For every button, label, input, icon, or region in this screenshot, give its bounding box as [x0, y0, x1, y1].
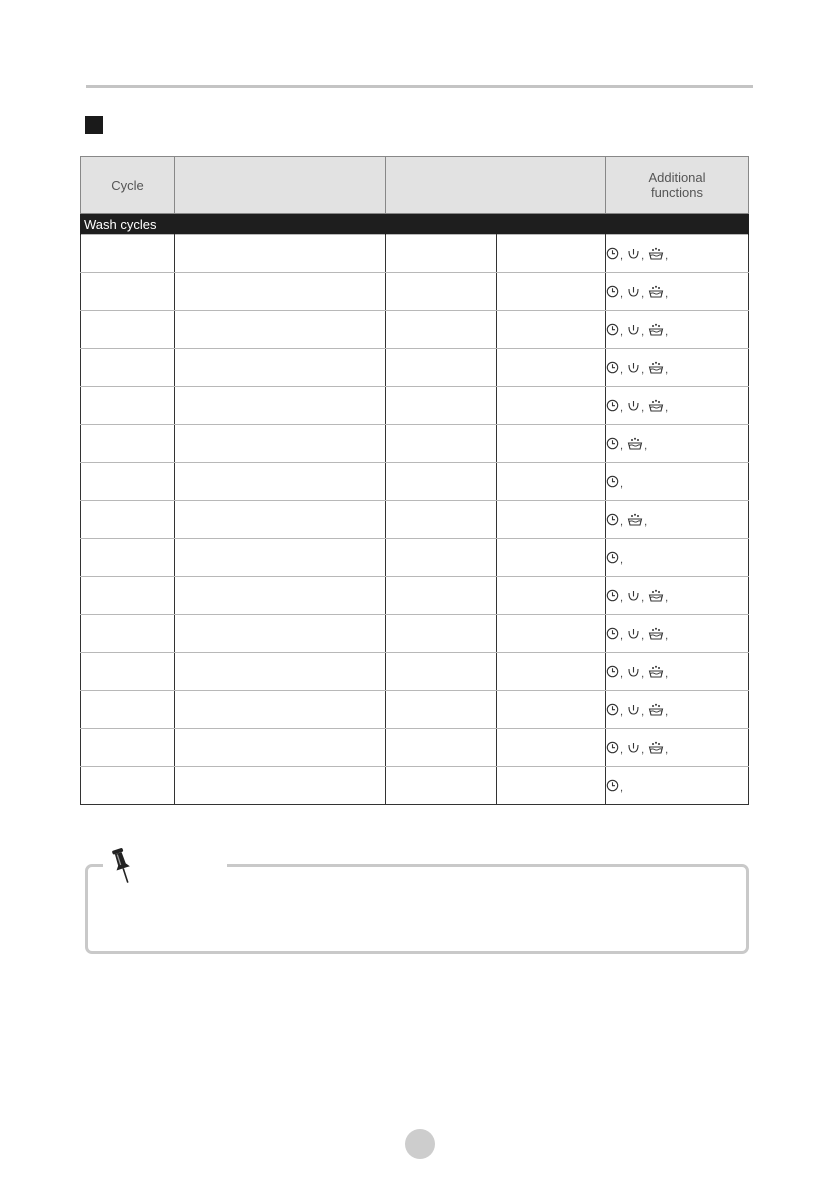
prewash-icon: ,	[648, 741, 668, 754]
additional-functions-cell	[606, 273, 749, 311]
delay-timer-icon: ,	[606, 627, 623, 640]
value-cell-b	[497, 349, 606, 387]
additional-functions-cell	[606, 463, 749, 501]
extra-rinse-icon: ,	[627, 247, 644, 260]
value-cell-a	[386, 767, 497, 805]
header-additional-functions	[606, 157, 749, 214]
description-cell	[175, 235, 386, 273]
section-label: Wash cycles	[81, 214, 386, 235]
prewash-icon: ,	[648, 627, 668, 640]
value-cell-b	[497, 235, 606, 273]
value-cell-a	[386, 349, 497, 387]
additional-functions-cell	[606, 767, 749, 805]
additional-functions-cell	[606, 387, 749, 425]
prewash-icon: ,	[648, 247, 668, 260]
value-cell-a	[386, 387, 497, 425]
value-cell-b	[497, 577, 606, 615]
table-row	[81, 653, 749, 691]
delay-timer-icon: ,	[606, 361, 623, 374]
prewash-icon: ,	[648, 703, 668, 716]
value-cell-a	[386, 501, 497, 539]
additional-functions-cell	[606, 615, 749, 653]
extra-rinse-icon: ,	[627, 665, 644, 678]
header-column-2	[175, 157, 386, 214]
extra-rinse-icon: ,	[627, 703, 644, 716]
delay-timer-icon: ,	[606, 399, 623, 412]
page-number-circle	[405, 1129, 435, 1159]
value-cell-b	[497, 539, 606, 577]
cycle-cell	[81, 311, 175, 349]
table-row	[81, 691, 749, 729]
prewash-icon: ,	[627, 437, 647, 450]
table-row	[81, 311, 749, 349]
value-cell-a	[386, 311, 497, 349]
extra-rinse-icon: ,	[627, 399, 644, 412]
description-cell	[175, 501, 386, 539]
description-cell	[175, 577, 386, 615]
delay-timer-icon: ,	[606, 665, 623, 678]
delay-timer-icon: ,	[606, 703, 623, 716]
additional-functions-cell	[606, 539, 749, 577]
additional-functions-cell	[606, 311, 749, 349]
value-cell-a	[386, 729, 497, 767]
wash-cycles-table	[80, 156, 749, 805]
value-cell-b	[497, 463, 606, 501]
delay-timer-icon: ,	[606, 285, 623, 298]
prewash-icon: ,	[648, 285, 668, 298]
header-additional-line2: functions	[650, 185, 704, 200]
additional-functions-cell	[606, 653, 749, 691]
cycle-cell	[81, 653, 175, 691]
pushpin-icon	[104, 846, 144, 886]
table-row	[81, 387, 749, 425]
additional-functions-cell	[606, 501, 749, 539]
prewash-icon: ,	[627, 513, 647, 526]
additional-functions-cell	[606, 425, 749, 463]
additional-functions-cell	[606, 729, 749, 767]
description-cell	[175, 463, 386, 501]
cycle-cell	[81, 463, 175, 501]
cycle-cell	[81, 501, 175, 539]
value-cell-a	[386, 273, 497, 311]
cycle-cell	[81, 425, 175, 463]
delay-timer-icon: ,	[606, 323, 623, 336]
value-cell-a	[386, 235, 497, 273]
cycle-cell	[81, 691, 175, 729]
value-cell-a	[386, 463, 497, 501]
table-row	[81, 615, 749, 653]
table-row	[81, 235, 749, 273]
description-cell	[175, 767, 386, 805]
delay-timer-icon: ,	[606, 437, 623, 450]
section-row-wash-cycles	[81, 214, 749, 235]
description-cell	[175, 387, 386, 425]
prewash-icon: ,	[648, 361, 668, 374]
table-row	[81, 501, 749, 539]
extra-rinse-icon: ,	[627, 627, 644, 640]
description-cell	[175, 729, 386, 767]
table-row	[81, 273, 749, 311]
delay-timer-icon: ,	[606, 551, 623, 564]
value-cell-a	[386, 615, 497, 653]
table-row	[81, 577, 749, 615]
value-cell-b	[497, 273, 606, 311]
description-cell	[175, 425, 386, 463]
value-cell-a	[386, 539, 497, 577]
value-cell-b	[497, 311, 606, 349]
note-box	[85, 864, 749, 954]
value-cell-a	[386, 425, 497, 463]
delay-timer-icon: ,	[606, 513, 623, 526]
value-cell-a	[386, 577, 497, 615]
delay-timer-icon: ,	[606, 589, 623, 602]
additional-functions-cell	[606, 349, 749, 387]
description-cell	[175, 691, 386, 729]
top-rule	[86, 85, 753, 88]
extra-rinse-icon: ,	[627, 589, 644, 602]
value-cell-b	[497, 767, 606, 805]
cycle-cell	[81, 349, 175, 387]
header-additional-line1: Additional	[648, 170, 706, 185]
description-cell	[175, 653, 386, 691]
table-row	[81, 425, 749, 463]
extra-rinse-icon: ,	[627, 741, 644, 754]
additional-functions-cell	[606, 577, 749, 615]
delay-timer-icon: ,	[606, 741, 623, 754]
description-cell	[175, 539, 386, 577]
delay-timer-icon: ,	[606, 779, 623, 792]
description-cell	[175, 311, 386, 349]
table-row	[81, 349, 749, 387]
value-cell-b	[497, 387, 606, 425]
table-row	[81, 729, 749, 767]
additional-functions-cell	[606, 235, 749, 273]
delay-timer-icon: ,	[606, 475, 623, 488]
value-cell-b	[497, 425, 606, 463]
cycle-cell	[81, 387, 175, 425]
description-cell	[175, 273, 386, 311]
table-row	[81, 463, 749, 501]
prewash-icon: ,	[648, 589, 668, 602]
value-cell-b	[497, 653, 606, 691]
table-row	[81, 539, 749, 577]
cycle-cell	[81, 729, 175, 767]
table-header-row	[81, 157, 749, 214]
value-cell-b	[497, 691, 606, 729]
description-cell	[175, 615, 386, 653]
section-filler	[386, 214, 749, 235]
value-cell-a	[386, 691, 497, 729]
prewash-icon: ,	[648, 323, 668, 336]
value-cell-b	[497, 729, 606, 767]
cycle-cell	[81, 273, 175, 311]
prewash-icon: ,	[648, 399, 668, 412]
cycle-cell	[81, 539, 175, 577]
prewash-icon: ,	[648, 665, 668, 678]
extra-rinse-icon: ,	[627, 285, 644, 298]
cycle-cell	[81, 235, 175, 273]
header-column-3	[386, 157, 606, 214]
cycle-cell	[81, 767, 175, 805]
additional-functions-cell	[606, 691, 749, 729]
section-marker-square	[85, 116, 103, 134]
header-cycle: Cycle	[81, 157, 175, 214]
value-cell-b	[497, 501, 606, 539]
description-cell	[175, 349, 386, 387]
value-cell-b	[497, 615, 606, 653]
cycle-cell	[81, 615, 175, 653]
extra-rinse-icon: ,	[627, 361, 644, 374]
delay-timer-icon: ,	[606, 247, 623, 260]
extra-rinse-icon: ,	[627, 323, 644, 336]
value-cell-a	[386, 653, 497, 691]
table-row	[81, 767, 749, 805]
cycle-cell	[81, 577, 175, 615]
